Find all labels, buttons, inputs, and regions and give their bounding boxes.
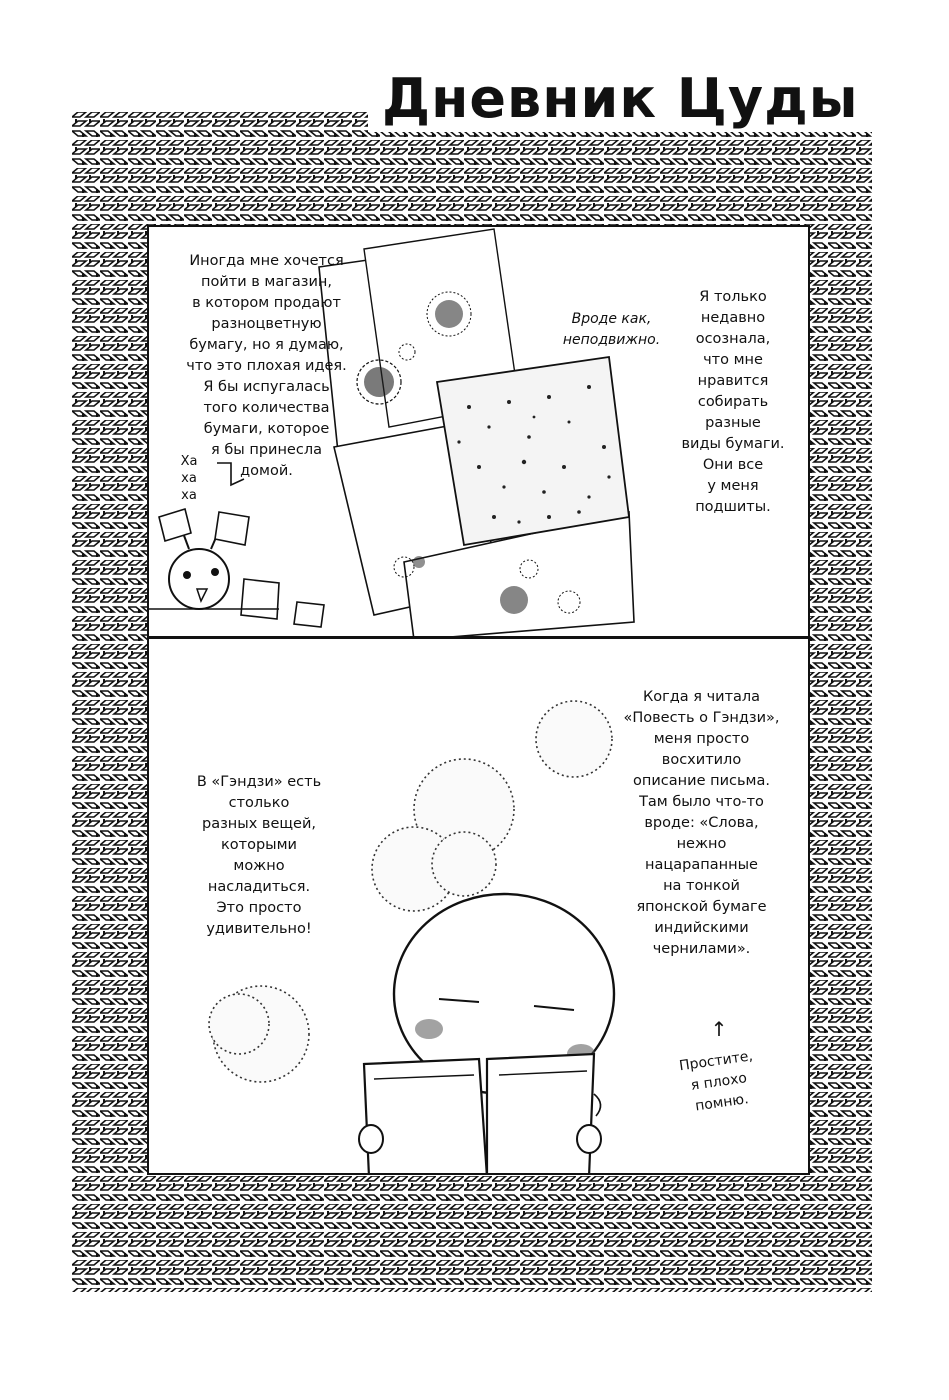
bottom-left-caption: В «Гэндзи» есть столько разных вещей, которыми можно насладиться. Это просто удивительно! (196, 774, 322, 937)
top-left-caption: Иногда мне хочется пойти в магазин, в котором продают разноцветную бумагу, но я думаю, что это плохая идея. Я бы испугалась того количества бумаги, которое я бы принесла домой. (186, 253, 347, 479)
page-title: Дневник Цуды (368, 70, 877, 132)
panel-bottom (147, 637, 810, 1175)
top-middle-caption: Вроде как, неподвижно. (562, 311, 661, 348)
note-arrow-icon: ↑ (710, 1017, 728, 1041)
apology-note: Простите, я плохо помню. (678, 1048, 754, 1115)
top-right-caption: Я только недавно осознала, что мне нравится собирать разные виды бумаги. Они все у меня подшиты. (681, 289, 785, 515)
panel-top (147, 225, 810, 638)
laugh-sfx: Ха ха ха (180, 454, 198, 503)
bottom-right-caption: Когда я читала «Повесть о Гэндзи», меня просто восхитило описание письма. Там было что-то вроде: «Слова, нежно нацарапанные на тонкой японской бумаге индийскими чернилами». (623, 689, 780, 957)
